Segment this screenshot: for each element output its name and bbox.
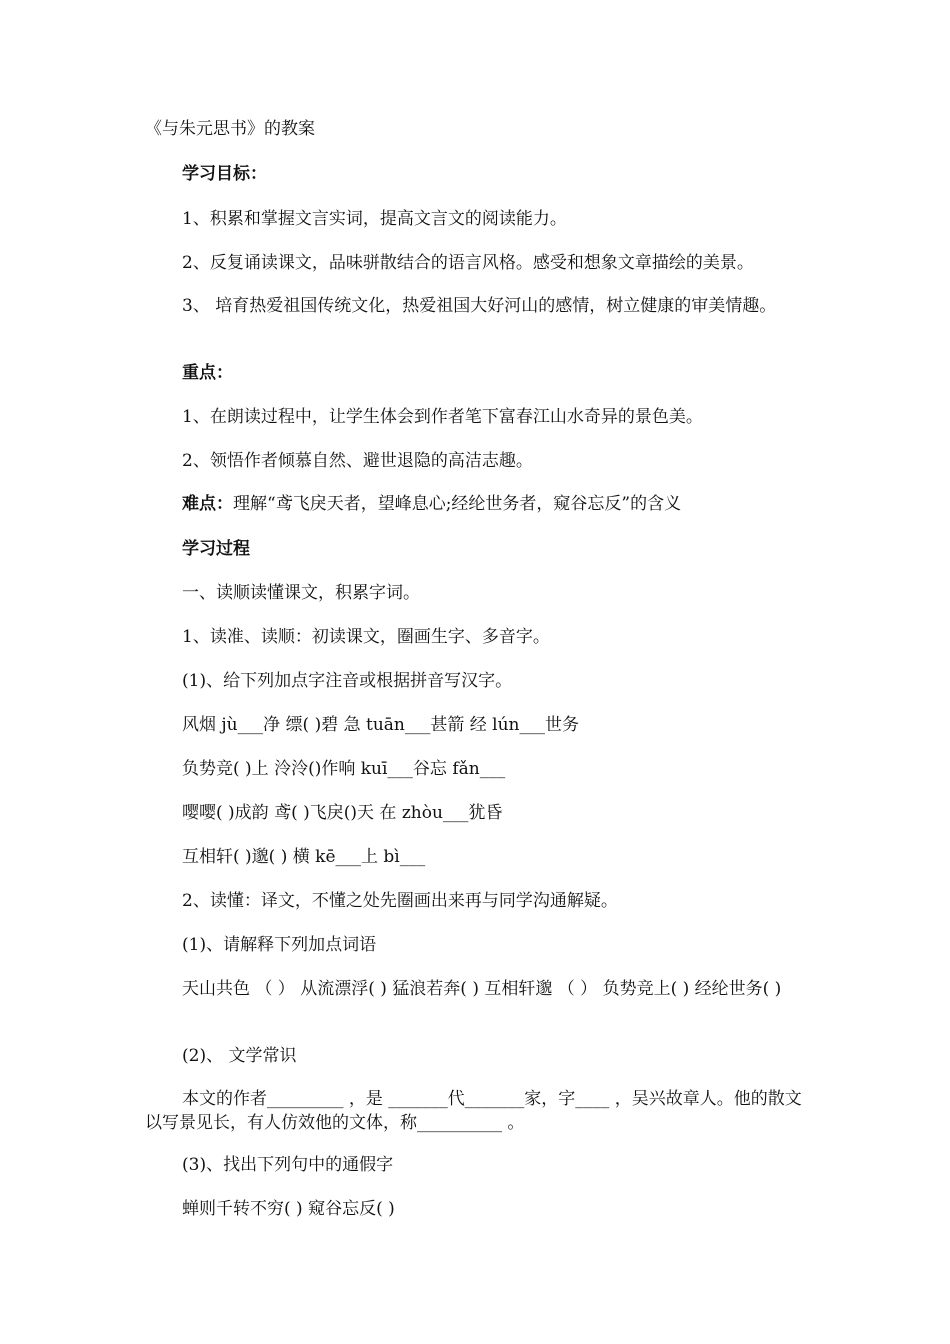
step-2: 2、读懂：译文，不懂之处先圈画出来再与同学沟通解疑。 (182, 891, 618, 911)
difficulty-text: 理解“鸢飞戾天者，望峰息心;经纶世务者，窥谷忘反”的含义 (233, 494, 682, 514)
document-title: 《与朱元思书》的教案 (145, 119, 315, 139)
task-4: (3)、找出下列句中的通假字 (182, 1155, 394, 1175)
task-1: (1)、给下列加点字注音或根据拼音写汉字。 (182, 671, 513, 691)
difficulty-label: 难点： (182, 494, 233, 514)
phonetic-line-1: 风烟 jù___净 缥( )碧 急 tuān___甚箭 经 lún___世务 (182, 715, 580, 735)
task-3: (2)、 文学常识 (182, 1046, 297, 1066)
literature-line: 本文的作者_________ ，是 _______代_______家，字____ ，吴兴故章人。他的散文以写景见长，有人仿效他的文体，称__________ 。 (145, 1089, 802, 1133)
key-points-heading: 重点： (182, 363, 233, 383)
step-1: 1、读准、读顺：初读课文，圈画生字、多音字。 (182, 627, 550, 647)
vocab-line: 天山共色 （ ） 从流漂浮( ) 猛浪若奔( ) 互相轩邈 （ ） 负势竞上( ) 经纶世务( ) (182, 979, 782, 999)
phonetic-line-2: 负势竞( )上 泠泠()作响 kuī___谷忘 fǎn___ (182, 759, 506, 779)
key-point-item-1: 1、在朗读过程中，让学生体会到作者笔下富春江山水奇异的景色美。 (182, 407, 703, 427)
tongjia-line: 蝉则千转不穷( ) 窥谷忘反( ) (182, 1199, 395, 1219)
phonetic-line-3: 嘤嘤( )成韵 鸢( )飞戾()天 在 zhòu___犹昏 (182, 803, 503, 823)
objectives-heading: 学习目标： (182, 164, 267, 184)
phonetic-line-4: 互相轩( )邈( ) 横 kē___上 bì___ (182, 847, 426, 867)
difficulty-line (182, 492, 815, 516)
process-heading: 学习过程 (182, 539, 250, 559)
key-point-item-2: 2、领悟作者倾慕自然、避世退隐的高洁志趣。 (182, 451, 533, 471)
objective-item-1: 1、积累和掌握文言实词，提高文言文的阅读能力。 (182, 209, 567, 229)
task-2: (1)、请解释下列加点词语 (182, 935, 377, 955)
objective-item-3: 3、 培育热爱祖国传统文化，热爱祖国大好河山的感情，树立健康的审美情趣。 (182, 296, 777, 316)
section-1-heading: 一、读顺读懂课文，积累字词。 (182, 583, 420, 603)
objective-item-2: 2、反复诵读课文，品味骈散结合的语言风格。感受和想象文章描绘的美景。 (182, 253, 754, 273)
